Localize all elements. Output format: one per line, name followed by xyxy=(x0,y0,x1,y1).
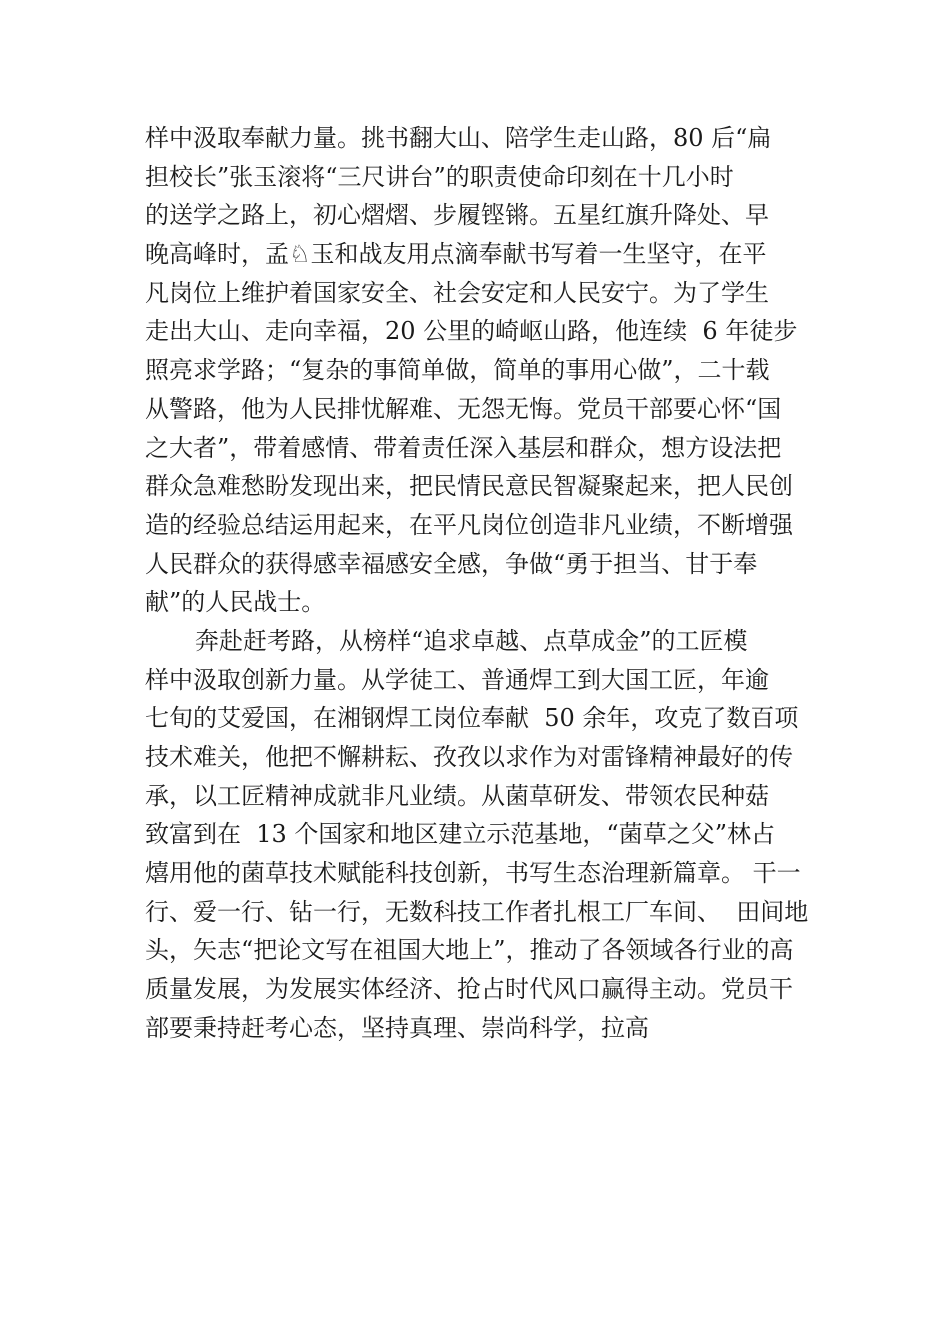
text-line: 部要秉持赶考心态，坚持真理、崇尚科学，拉高 xyxy=(145,1013,649,1042)
text-line: 致富到在 13 个国家和地区建立示范基地，“菌草之父”林占 xyxy=(145,820,775,849)
text-line: 走出大山、走向幸福，20 公里的崎岖山路，他连续 6 年徒步 xyxy=(145,317,798,346)
text-line: 从警路，他为人民排忧解难、无怨无悔。党员干部要心怀“国 xyxy=(145,394,782,423)
text-line: 承，以工匠精神成就非凡业绩。从菌草研发、带领农民种菇 xyxy=(145,781,769,810)
text-line: 之大者”，带着感情、带着责任深入基层和群众，想方设法把 xyxy=(145,433,782,462)
text-line: 晚高峰时，孟♘玉和战友用点滴奉献书写着一生坚守，在平 xyxy=(145,240,767,269)
text-line: 质量发展，为发展实体经济、抢占时代风口赢得主动。党员干 xyxy=(145,975,793,1004)
text-line: 头，矢志“把论文写在祖国大地上”，推动了各领域各行业的高 xyxy=(145,936,794,965)
text-line: 群众急难愁盼发现出来，把民情民意民智凝聚起来，把人民创 xyxy=(145,472,793,501)
text-line: 人民群众的获得感幸福感安全感，争做“勇于担当、甘于奉 xyxy=(145,549,758,578)
paragraph-start-line: 奔赴赶考路，从榜样“追求卓越、点草成金”的工匠模 xyxy=(195,626,748,655)
text-line: 七旬的艾爱国，在湘钢焊工岗位奉献 50 余年，攻克了数百项 xyxy=(145,704,799,733)
text-line: 技术难关，他把不懈耕耘、孜孜以求作为对雷锋精神最好的传 xyxy=(145,743,793,771)
text-line: 献”的人民战士。 xyxy=(145,588,326,617)
body-text xyxy=(145,119,835,1048)
text-line: 凡岗位上维护着国家安全、社会安定和人民安宁。为了学生 xyxy=(145,278,769,307)
text-line: 造的经验总结运用起来，在平凡岗位创造非凡业绩，不断增强 xyxy=(145,510,793,539)
text-line: 的送学之路上，初心熠熠、步履铿锵。五星红旗升降处、早 xyxy=(145,201,769,230)
text-line: 担校长”张玉滚将“三尺讲台”的职责使命印刻在十几小时 xyxy=(145,162,734,191)
text-line: 样中汲取创新力量。从学徒工、普通焊工到大国工匠，年逾 xyxy=(145,665,769,694)
text-line: 照亮求学路；“复杂的事简单做，简单的事用心做”，二十载 xyxy=(145,356,770,385)
text-line: 行、爱一行、钻一行，无数科技工作者扎根工厂车间、 田间地 xyxy=(145,897,809,926)
text-line: 样中汲取奉献力量。挑书翻大山、陪学生走山路，80 后“扁 xyxy=(145,124,772,152)
text-line: 熺用他的菌草技术赋能科技创新，书写生态治理新篇章。 干一 xyxy=(145,859,801,888)
